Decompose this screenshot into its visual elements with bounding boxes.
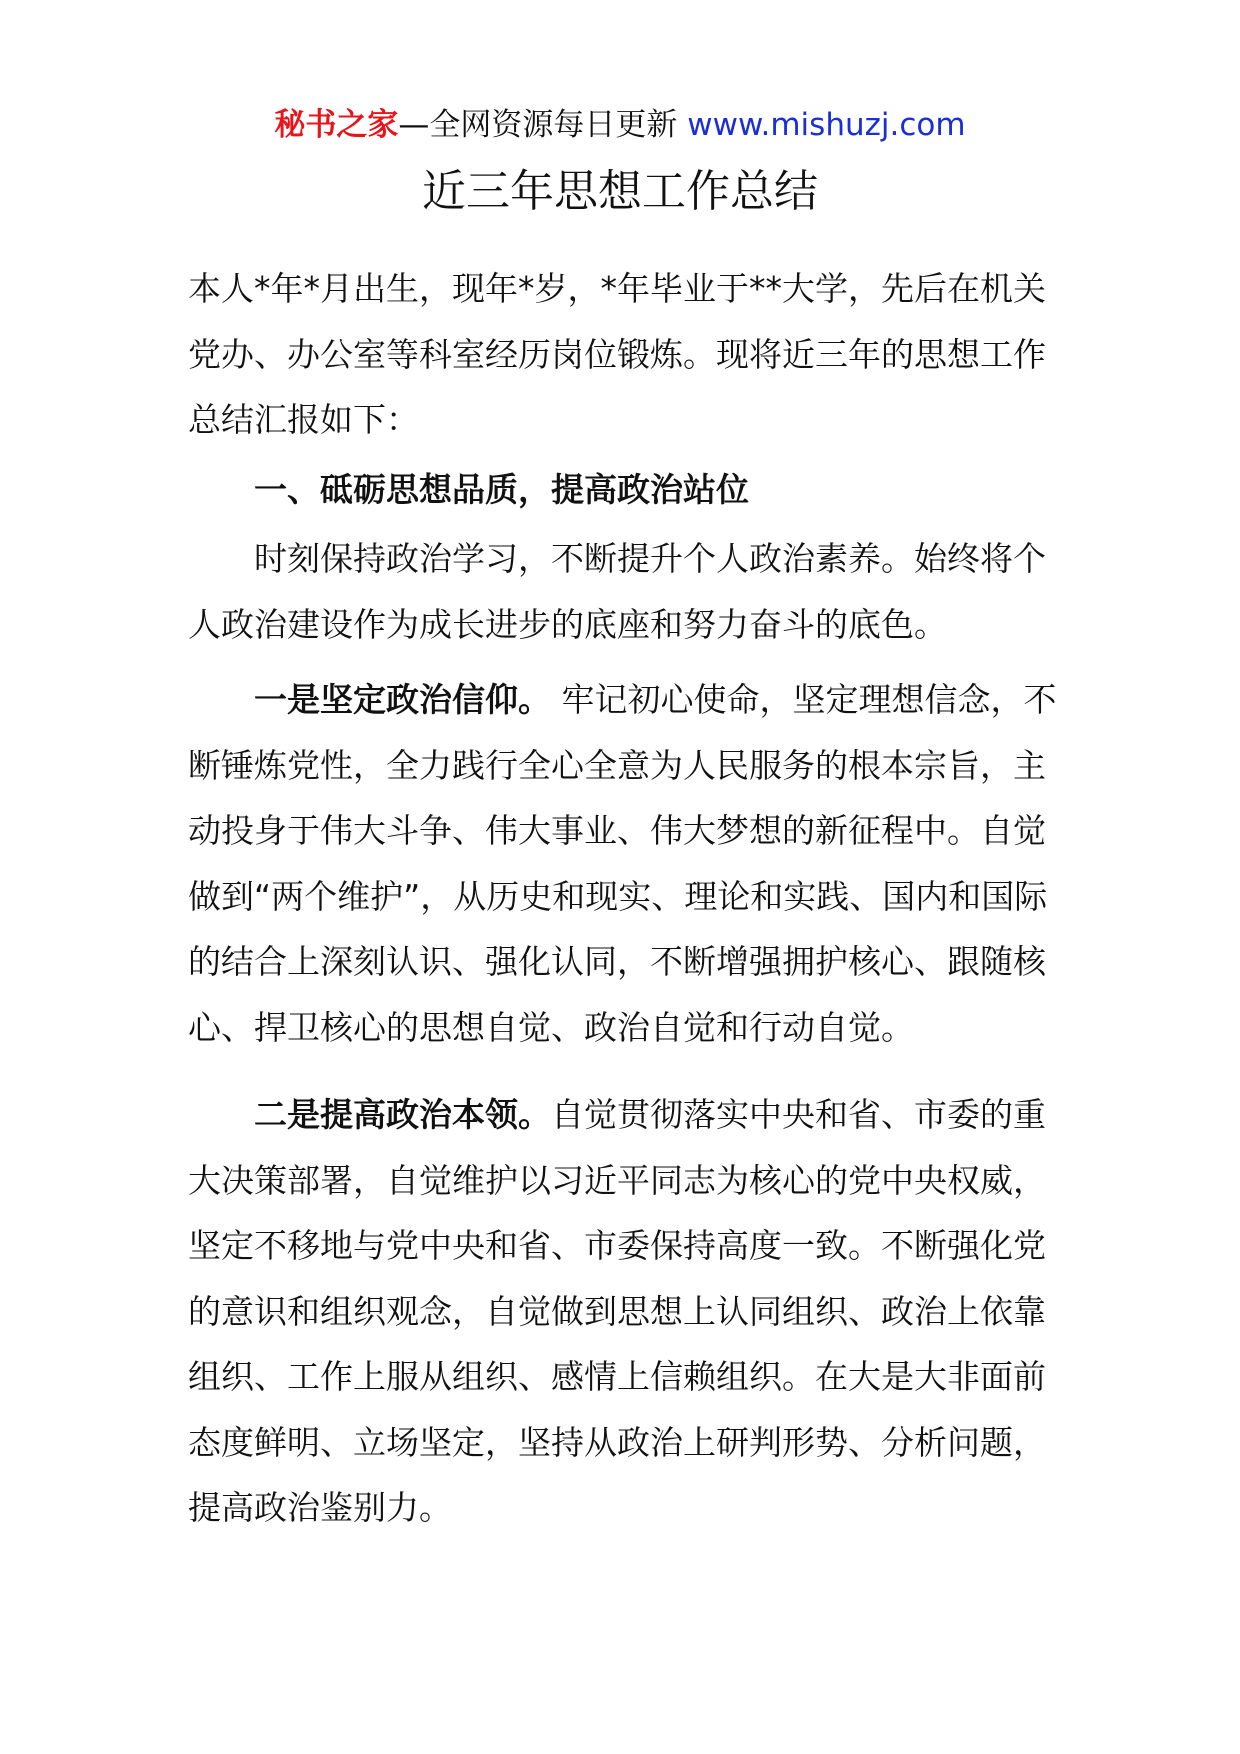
point-two-paragraph [188, 1082, 1060, 1541]
point-one-paragraph [188, 667, 1060, 1060]
point-two-label: 二是提高政治本领。 [254, 1095, 551, 1134]
document-title: 近三年思想工作总结 [422, 166, 818, 217]
site-header [0, 104, 1240, 146]
document-body [188, 256, 1060, 1541]
point-one-text: 牢记初心使命，坚定理想信念，不断锤炼党性，全力践行全心全意为人民服务的根本宗旨，主动投身于伟大斗争、伟大事业、伟大梦想的新征程中。自觉做到“两个维护”，从历史和现实、理论和实践、国内和国际的结合上深刻认识、强化认同，不断增强拥护核心、跟随核心、捍卫核心的思想自觉、政治自觉和行动自觉。 [188, 680, 1057, 1047]
header-slogan: —全网资源每日更新 [398, 107, 688, 143]
point-two-text: 自觉贯彻落实中央和省、市委的重大决策部署，自觉维护以习近平同志为核心的党中央权威，坚定不移地与党中央和省、市委保持高度一致。不断强化党的意识和组织观念，自觉做到思想上认同组织、政治上依靠组织、工作上服从组织、感情上信赖组织。在大是大非面前态度鲜明、立场坚定，坚持从政治上研判形势、分析问题，提高政治鉴别力。 [188, 1095, 1046, 1527]
point-one-label: 一是坚定政治信仰。 [254, 680, 551, 719]
section-heading: 一、砥砺思想品质，提高政治站位 [254, 469, 749, 509]
section-lead-paragraph: 时刻保持政治学习，不断提升个人政治素养。始终将个人政治建设作为成长进步的底座和努力奋斗的底色。 [188, 539, 1046, 644]
intro-paragraph: 本人*年*月出生，现年*岁，*年毕业于**大学，先后在机关党办、办公室等科室经历岗位锻炼。现将近三年的思想工作总结汇报如下： [188, 269, 1046, 439]
site-url-link[interactable]: www.mishuzj.com [687, 107, 966, 143]
brand-name: 秘书之家 [274, 107, 399, 143]
